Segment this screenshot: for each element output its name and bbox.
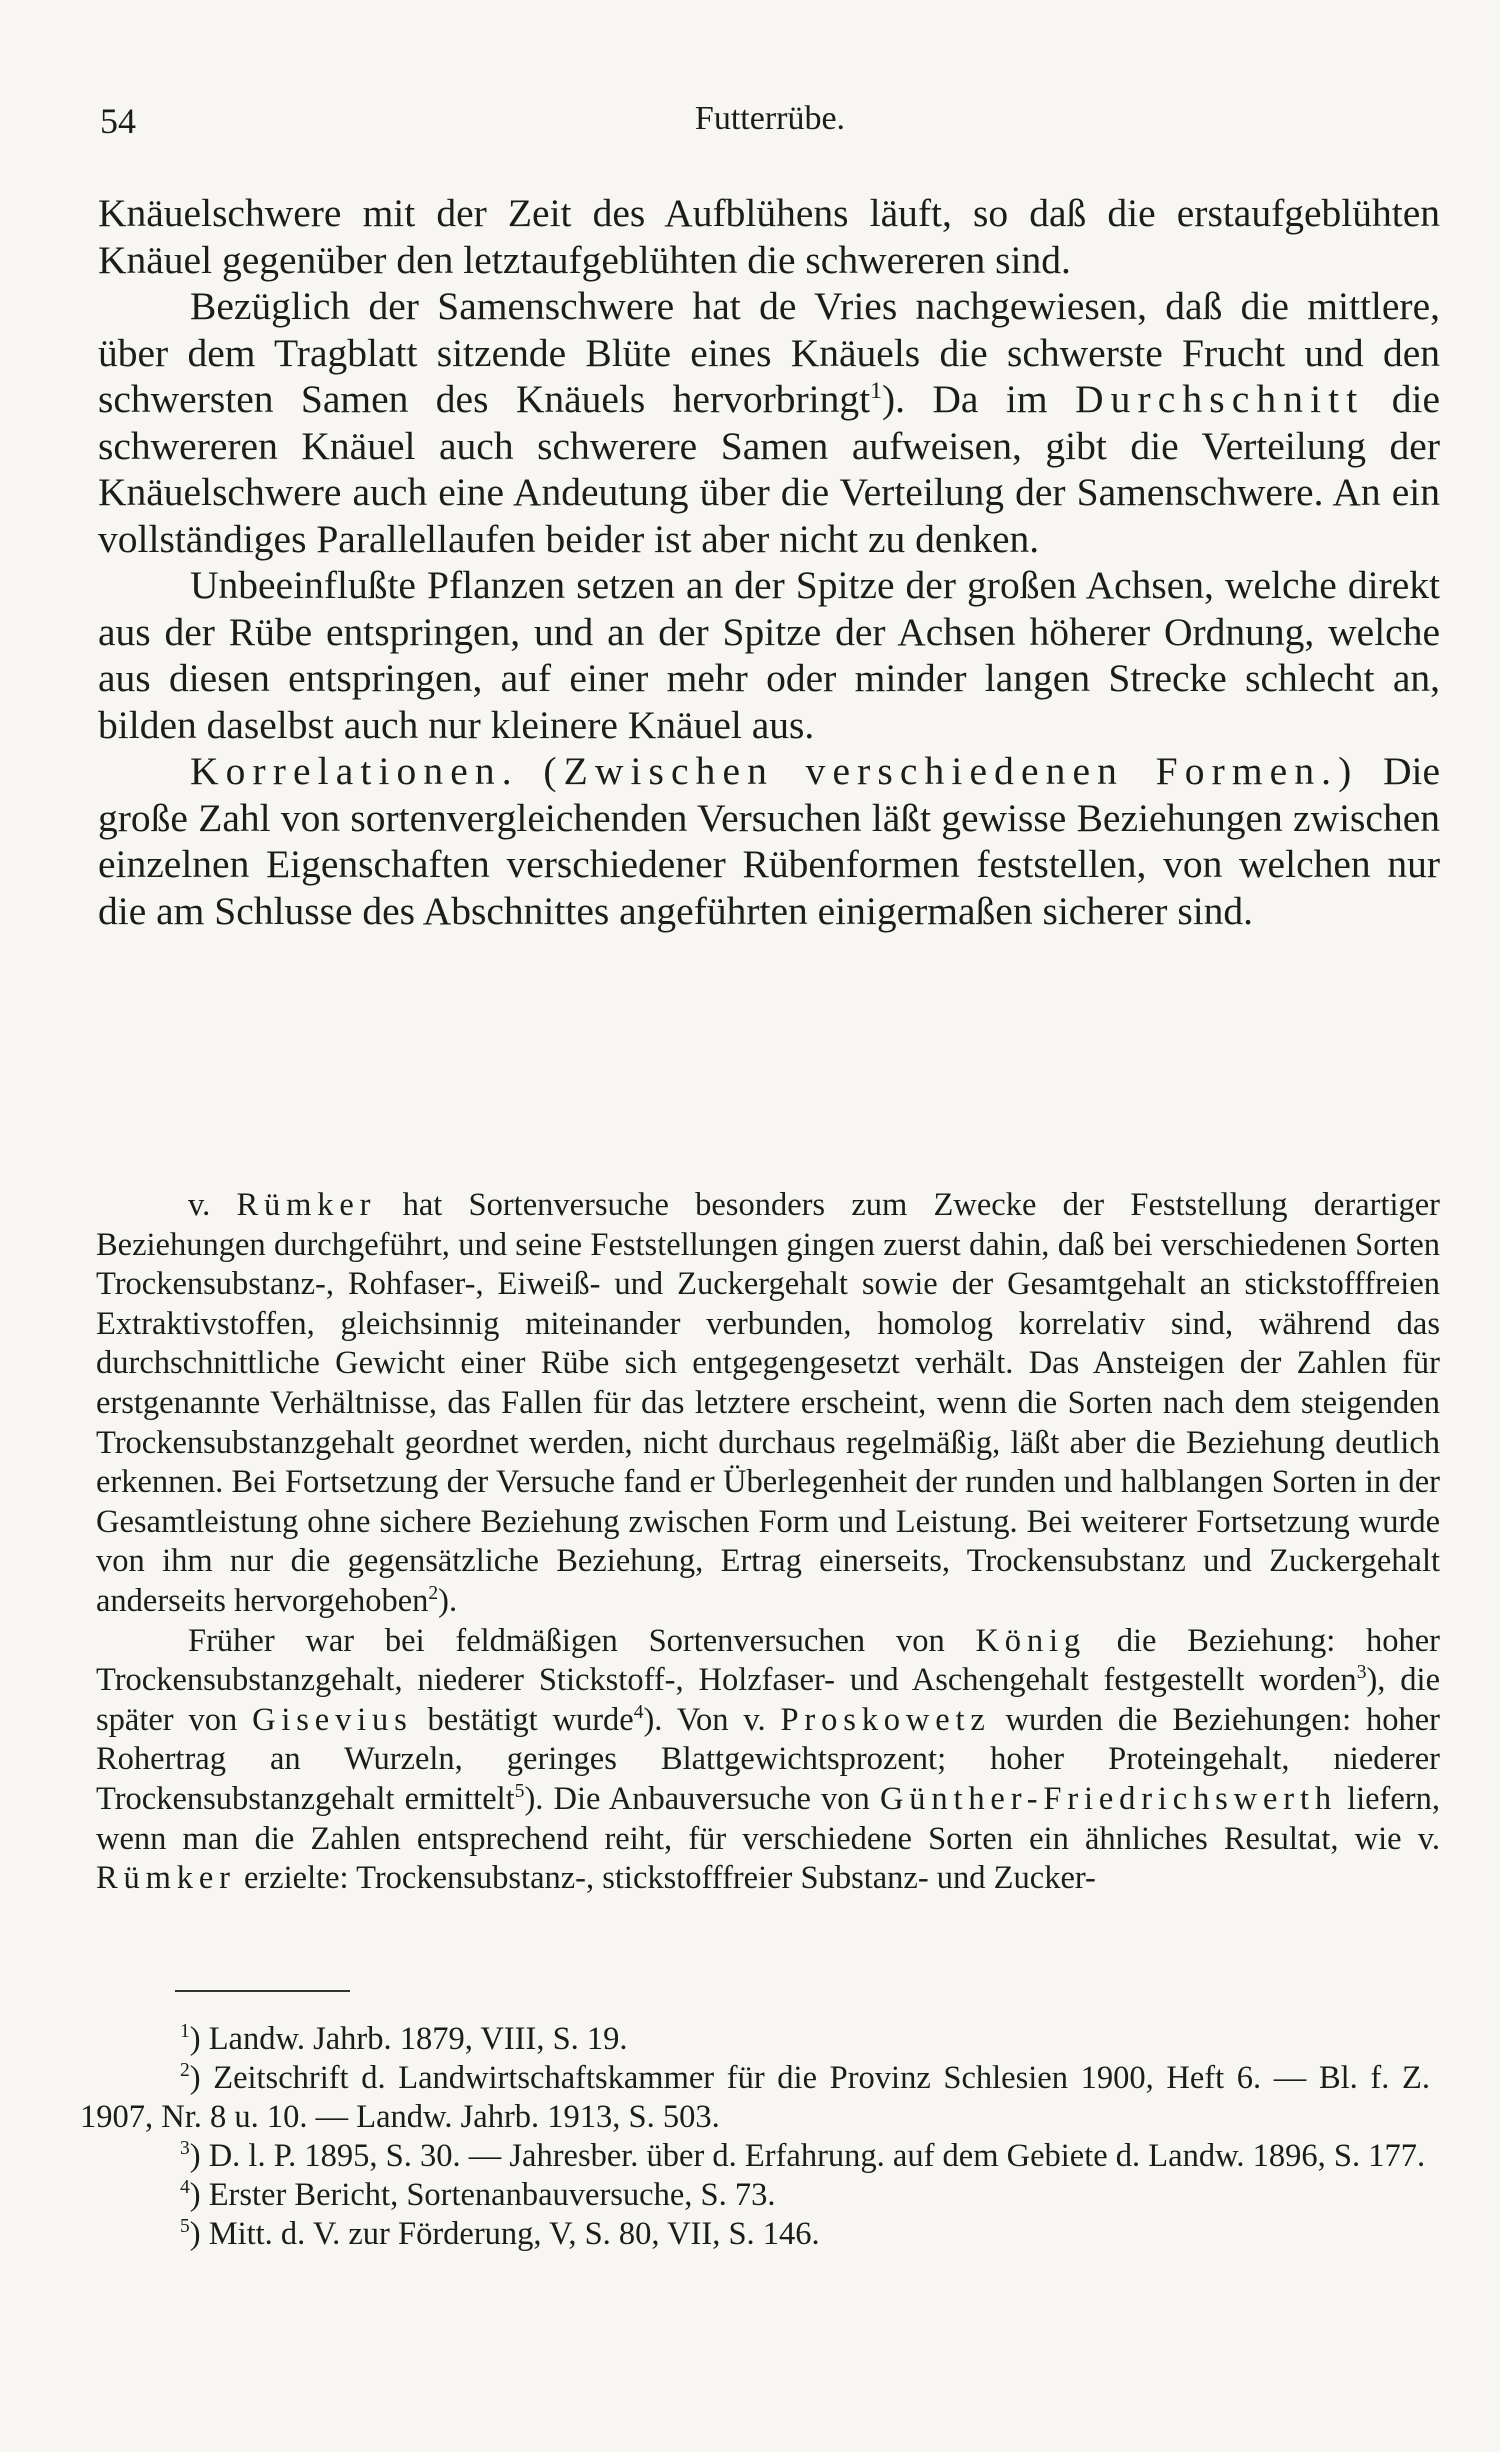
footnotes bbox=[80, 2020, 1430, 2254]
small-text: ). bbox=[438, 1582, 458, 1619]
paragraph-3: Unbeeinflußte Pflanzen setzen an der Spitze der großen Achsen, welche direkt aus der Rübe entspringen, und an der Spitze der Achsen höherer Ordnung, welche aus diesen entspringen, auf einer mehr oder minder langen Strecke schlecht an, bilden daselbst auch nur kleinere Knäuel aus. bbox=[98, 563, 1440, 747]
page-number: 54 bbox=[100, 101, 136, 141]
footnote-ref-4: 4 bbox=[633, 1701, 644, 1723]
footnote-separator bbox=[175, 1990, 350, 1992]
footnote-ref-2: 2 bbox=[428, 1583, 439, 1605]
small-text: bestätigt wurde bbox=[412, 1701, 634, 1738]
small-text: ). Von v. bbox=[643, 1701, 781, 1738]
small-text: ). Die Anbauversuche von bbox=[524, 1780, 880, 1817]
paragraph-1: Knäuelschwere mit der Zeit des Aufblühens läuft, so daß die erstaufgeblühten Knäuel gegenüber den letztaufgeblühten die schwereren sind. bbox=[98, 191, 1440, 282]
small-text: erzielte: Trockensubstanz-, stickstofffreier Substanz- und Zucker- bbox=[235, 1860, 1096, 1897]
author-proskowetz: Proskowetz bbox=[780, 1701, 991, 1738]
small-text: v. bbox=[188, 1187, 237, 1223]
section-subheading: (Zwischen verschiedenen Formen.) bbox=[543, 749, 1359, 793]
page-header bbox=[100, 100, 1440, 160]
small-text: liefern, wenn man die Zahlen entsprechend reiht, für verschiedene Sorten ein ähnliches Resultat, wie v. bbox=[96, 1780, 1440, 1857]
paragraph-2 bbox=[98, 283, 1440, 562]
author-guenther: Günther-Friedrichswerth bbox=[879, 1780, 1337, 1817]
footnote-5 bbox=[80, 2215, 1430, 2254]
footnote-text: ) Erster Bericht, Sortenanbauversuche, S. 73. bbox=[189, 2177, 776, 2213]
author-gisevius: Gisevius bbox=[252, 1701, 413, 1738]
author-ruemker: Rümker bbox=[236, 1187, 377, 1223]
running-title: Futterrübe. bbox=[694, 100, 846, 137]
paragraph-2-text: Bezüglich der Samenschwere hat de Vries nachgewiesen, daß die mittlere, über dem Tragblatt sitzende Blüte eines Knäuels die schwerste Frucht und den schwersten Samen des Knäuels hervorbringt bbox=[98, 284, 1440, 421]
paragraph-4 bbox=[98, 748, 1440, 934]
small-print-text bbox=[96, 1186, 1440, 1899]
footnote-mark: 5 bbox=[180, 2216, 190, 2238]
main-text bbox=[98, 190, 1440, 934]
paragraph-2-text-b: ). Da im bbox=[881, 377, 1075, 421]
small-paragraph-1 bbox=[96, 1186, 1440, 1622]
footnote-mark: 2 bbox=[180, 2060, 190, 2082]
paragraph-2-text-c: die schwereren Knäuel auch schwerere Samen aufweisen, gibt die Verteilung der Knäuelschwere auch eine Andeutung über die Verteilung der Samenschwere. An ein vollständiges Parallellaufen beider ist aber nicht zu denken. bbox=[98, 377, 1440, 561]
author-ruemker-2: Rümker bbox=[96, 1860, 236, 1897]
footnote-text: ) D. l. P. 1895, S. 30. — Jahresber. über d. Erfahrung. auf dem Gebiete d. Landw. 1896, S. 177. bbox=[189, 2138, 1426, 2174]
footnote-mark: 4 bbox=[180, 2177, 190, 2199]
small-text: wurden die Beziehungen: hoher Rohertrag an Wurzeln, geringes Blattgewichtsprozent; hoher Proteingehalt, niederer Trockensubstanzgehalt ermittelt bbox=[96, 1701, 1440, 1817]
footnote-text: ) Zeitschrift d. Landwirtschaftskammer für die Provinz Schlesien 1900, Heft 6. — Bl. f. Z. 1907, Nr. 8 u. 10. — Landw. Jahrb. 1913, S. 503. bbox=[80, 2060, 1430, 2135]
small-text: Früher war bei feldmäßigen Sortenversuchen von bbox=[188, 1622, 976, 1659]
author-koenig: König bbox=[975, 1622, 1086, 1659]
paragraph-4-text: Die große Zahl von sortenvergleichenden Versuchen läßt gewisse Beziehungen zwischen einzelnen Eigenschaften verschiedener Rübenformen feststellen, von welchen nur die am Schlusse des Abschnittes angeführten einigermaßen sicherer sind. bbox=[98, 749, 1440, 933]
footnote-mark: 1 bbox=[180, 2021, 190, 2043]
footnote-text: ) Mitt. d. V. zur Förderung, V, S. 80, VII, S. 146. bbox=[189, 2216, 820, 2252]
small-text: die Beziehung: hoher Trockensubstanzgehalt, niederer Stickstoff-, Holzfaser- und Aschengehalt festgestellt worden bbox=[96, 1622, 1440, 1699]
section-heading-korrelationen: Korrelationen. bbox=[190, 749, 519, 793]
footnote-text: ) Landw. Jahrb. 1879, VIII, S. 19. bbox=[189, 2021, 628, 2057]
footnote-ref-3: 3 bbox=[1356, 1662, 1367, 1684]
footnote-ref-1: 1 bbox=[870, 377, 882, 404]
small-paragraph-2 bbox=[96, 1622, 1440, 1899]
footnote-2 bbox=[80, 2059, 1430, 2137]
footnote-4 bbox=[80, 2176, 1430, 2215]
footnote-ref-5: 5 bbox=[514, 1781, 525, 1803]
footnote-1 bbox=[80, 2020, 1430, 2059]
footnote-mark: 3 bbox=[180, 2138, 190, 2160]
small-paragraph-1-text: hat Sortenversuche besonders zum Zwecke der Feststellung derartiger Beziehungen durchgeführt, und seine Feststellungen gingen zuerst dahin, daß bei verschiedenen Sorten Trockensubstanz-, Rohfaser-, Eiweiß- und Zuckergehalt sowie der Gesamtgehalt an stickstofffreien Extraktivstoffen, gleichsinnig miteinander verbunden, homolog korrelativ sind, während das durchschnittliche Gewicht einer Rübe sich entgegengesetzt verhält. Das Ansteigen der Zahlen für erstgenannte Verhältnisse, das Fallen für das letztere erscheint, wenn die Sorten nach dem steigenden Trockensubstanzgehalt geordnet werden, nicht durchaus regelmäßig, läßt aber die Beziehung deutlich erkennen. Bei Fortsetzung der Versuche fand er Überlegenheit der runden und halblangen Sorten in der Gesamtleistung ohne sichere Beziehung zwischen Form und Leistung. Bei weiterer Fortsetzung wurde von ihm nur die gegensätzliche Beziehung, Ertrag einerseits, Trockensubstanz und Zuckergehalt anderseits hervorgehoben bbox=[96, 1187, 1440, 1619]
emphasis-durchschnitt: Durchschnitt bbox=[1074, 377, 1365, 421]
small-text: ), die später von bbox=[96, 1662, 1440, 1738]
footnote-3 bbox=[80, 2137, 1430, 2176]
